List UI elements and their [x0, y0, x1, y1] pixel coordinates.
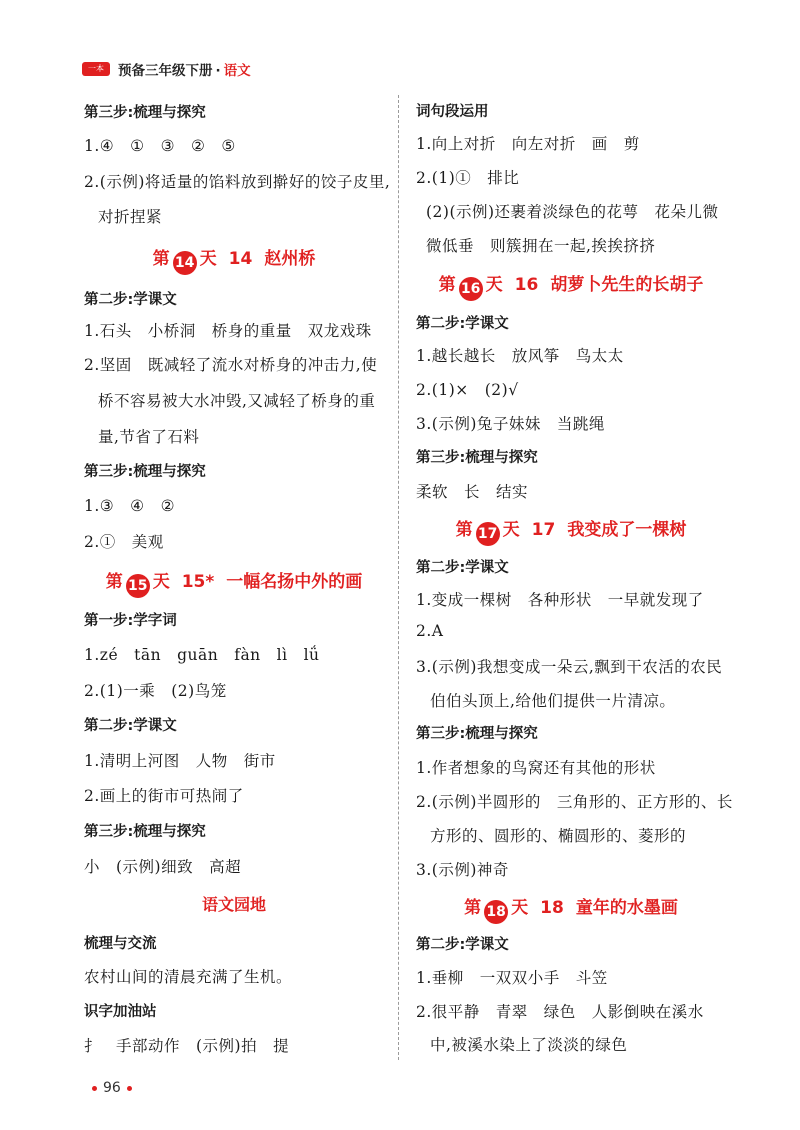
- lesson-title: 赵州桥: [264, 249, 316, 269]
- dot-icon: [92, 1086, 97, 1091]
- answer-line: 对折捏紧: [98, 208, 163, 226]
- day-suffix: 天: [199, 249, 217, 269]
- step-heading: 梳理与交流: [84, 936, 157, 952]
- lesson-title: 一幅名扬中外的画: [226, 572, 363, 592]
- subject-name: 语文: [223, 63, 251, 79]
- step-heading: 第二步:学课文: [416, 316, 509, 332]
- answer-line: 1.向上对折 向左对折 画 剪: [416, 135, 640, 153]
- answer-line: 伯伯头顶上,给他们提供一片清凉。: [430, 692, 676, 710]
- answer-line: 2.(示例)将适量的馅料放到擀好的饺子皮里,: [84, 173, 391, 191]
- answer-line: 方形的、圆形的、椭圆形的、菱形的: [430, 827, 687, 845]
- step-heading: 词句段运用: [416, 104, 489, 120]
- day-suffix: 天: [502, 520, 520, 540]
- chapter-heading-17: [416, 515, 726, 546]
- answer-line: 1.③ ④ ②: [84, 497, 175, 515]
- answer-line: 1.④ ① ③ ② ⑤: [84, 137, 236, 155]
- brand-logo: 一本: [82, 62, 110, 76]
- answer-line: 2.A: [416, 622, 444, 640]
- day-number-badge: 14: [173, 251, 197, 275]
- answer-line: 2.很平静 青翠 绿色 人影倒映在溪水: [416, 1003, 704, 1021]
- day-prefix: 第: [105, 572, 123, 592]
- step-heading: 第二步:学课文: [84, 292, 177, 308]
- answer-line: 1.变成一棵树 各种形状 一早就发现了: [416, 591, 704, 609]
- answer-line: 2.(示例)半圆形的 三角形的、正方形的、长: [416, 793, 733, 811]
- section-heading-garden: 语文园地: [201, 895, 266, 914]
- answer-line: 小 (示例)细致 高超: [84, 858, 242, 876]
- answer-line: 量,节省了石料: [98, 428, 200, 446]
- answer-line: 柔软 长 结实: [416, 483, 529, 501]
- answer-line: 2.① 美观: [84, 533, 164, 551]
- answer-line: 中,被溪水染上了淡淡的绿色: [430, 1036, 628, 1054]
- day-number-badge: 17: [476, 522, 500, 546]
- lesson-title: 我变成了一棵树: [567, 520, 687, 540]
- step-heading: 第二步:学课文: [416, 937, 509, 953]
- lesson-number: 15*: [181, 572, 215, 592]
- step-heading: 第三步:梳理与探究: [84, 824, 206, 840]
- answer-line: 1.zé tān guān fàn lì lǘ: [84, 646, 320, 664]
- day-prefix: 第: [455, 520, 473, 540]
- step-heading: 识字加油站: [84, 1004, 157, 1020]
- title-separator: ·: [215, 63, 221, 79]
- answer-line: 1.作者想象的鸟窝还有其他的形状: [416, 759, 656, 777]
- chapter-heading-14: [84, 244, 384, 275]
- step-heading: 第三步:梳理与探究: [416, 450, 538, 466]
- answer-line: 微低垂 则簇拥在一起,挨挨挤挤: [426, 237, 656, 255]
- day-number-badge: 18: [484, 900, 508, 924]
- step-heading: 第三步:梳理与探究: [416, 726, 538, 742]
- answer-line: 桥不容易被大水冲毁,又减轻了桥身的重: [98, 392, 376, 410]
- answer-line: 2.画上的街市可热闹了: [84, 787, 244, 805]
- day-prefix: 第: [464, 898, 482, 918]
- answer-line: (2)(示例)还裹着淡绿色的花萼 花朵儿微: [426, 203, 719, 221]
- page-number: [86, 1080, 138, 1096]
- step-heading: 第二步:学课文: [84, 718, 177, 734]
- answer-line: 1.清明上河图 人物 街市: [84, 752, 276, 770]
- lesson-number: 17: [531, 520, 556, 540]
- lesson-number: 16: [514, 275, 539, 295]
- page-number-text: 96: [103, 1080, 121, 1096]
- lesson-title: 胡萝卜先生的长胡子: [550, 275, 704, 295]
- book-title: [118, 59, 251, 79]
- step-heading: 第三步:梳理与探究: [84, 464, 206, 480]
- day-number-badge: 16: [459, 277, 483, 301]
- lesson-title: 童年的水墨画: [575, 898, 678, 918]
- day-number-badge: 15: [126, 574, 150, 598]
- answer-line: 扌 手部动作 (示例)拍 提: [84, 1037, 290, 1055]
- step-heading: 第一步:学字词: [84, 613, 177, 629]
- answer-line: 2.(1)① 排比: [416, 169, 520, 187]
- book-name: 预备三年级下册: [118, 63, 213, 79]
- answer-line: 2.(1)一乘 (2)鸟笼: [84, 682, 227, 700]
- day-suffix: 天: [485, 275, 503, 295]
- column-divider: [398, 95, 399, 1060]
- lesson-number: 18: [540, 898, 564, 918]
- answer-line: 1.石头 小桥洞 桥身的重量 双龙戏珠: [84, 322, 372, 340]
- step-heading: 第二步:学课文: [416, 560, 509, 576]
- page-header: [82, 58, 251, 80]
- answer-line: 2.(1)× (2)√: [416, 381, 519, 399]
- chapter-heading-15: [84, 567, 384, 598]
- answer-line: 3.(示例)神奇: [416, 861, 509, 879]
- chapter-heading-18: [416, 893, 726, 924]
- answer-line: 1.垂柳 一双双小手 斗笠: [416, 969, 608, 987]
- lesson-number: 14: [228, 249, 253, 269]
- chapter-heading-16: [416, 270, 726, 301]
- day-suffix: 天: [511, 898, 529, 918]
- step-heading: 第三步:梳理与探究: [84, 105, 206, 121]
- day-prefix: 第: [152, 249, 170, 269]
- day-suffix: 天: [152, 572, 170, 592]
- answer-line: 3.(示例)兔子妹妹 当跳绳: [416, 415, 605, 433]
- answer-line: 2.坚固 既减轻了流水对桥身的冲击力,使: [84, 356, 378, 374]
- day-prefix: 第: [438, 275, 456, 295]
- answer-line: 3.(示例)我想变成一朵云,飘到干农活的农民: [416, 658, 723, 676]
- dot-icon: [127, 1086, 132, 1091]
- answer-line: 1.越长越长 放风筝 鸟太太: [416, 347, 624, 365]
- answer-line: 农村山间的清晨充满了生机。: [84, 968, 293, 986]
